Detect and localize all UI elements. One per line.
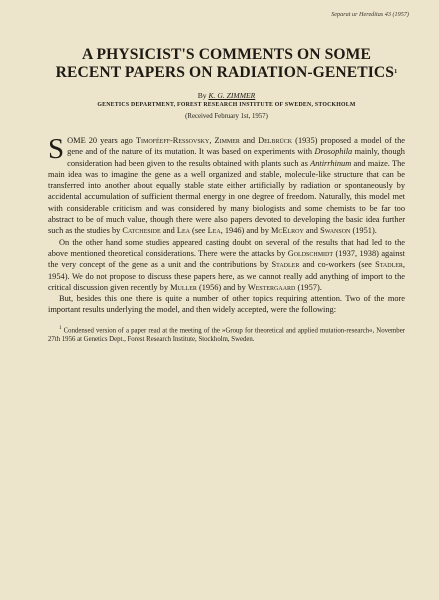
author-name: K. G. ZIMMER xyxy=(208,91,256,100)
byline xyxy=(48,91,405,100)
drop-cap: S xyxy=(48,133,65,165)
p1-text-b: , xyxy=(209,136,215,145)
p1-text-g: and xyxy=(160,226,177,236)
p1-text-c: and xyxy=(239,136,259,145)
paragraph-1 xyxy=(48,135,405,237)
paragraph-3: But, besides this one there is quite a number of other topics requiring attention. Two of the more important results underlying the model, and then widely accepted, were the following: xyxy=(48,294,405,315)
p2-text-e: (1956) and by xyxy=(196,282,248,292)
author-ref: Goldschmidt xyxy=(287,248,334,258)
author-ref: Stadler xyxy=(271,260,300,270)
species-name: Antirrhinum xyxy=(310,158,352,168)
p2-text-f: (1957). xyxy=(295,282,322,292)
author-ref: Muller xyxy=(170,282,197,292)
p1-text-e: mainly, though consideration had been given to the results obtained with plants such as xyxy=(67,147,405,168)
p1-text-f: and maize. The main idea was to imagine the gene as a well organized and stable, molecule-like structure that can be transferred into another about equally stable state either artificially by radiation or spontaneously by accidental accumulation of sufficient thermal energy in one degree of freedom. Naturally, this model met with considerable criticism and was considered by many biologists and some chemists to be far too abstract to be of much value, though there were also papers devoted to developing the basic idea further such as the studies by xyxy=(48,158,405,236)
p1-text-j: and xyxy=(303,226,321,236)
p1-text-a: OME 20 years ago xyxy=(67,136,136,145)
p1-text-h: (see xyxy=(189,226,208,236)
author-ref: Stadler xyxy=(375,260,403,270)
author-ref: Lea xyxy=(176,226,190,236)
article-body xyxy=(48,135,405,316)
author-ref: Delbrück xyxy=(258,136,293,145)
p1-text-d: (1935) proposed a model of the gene and of the nature of its mutation. It was based on experiments with xyxy=(67,136,405,157)
footnote-spacer xyxy=(48,316,405,320)
received-date: (Received February 1st, 1957) xyxy=(185,113,268,120)
footnote xyxy=(48,324,405,345)
p2-text-b: (1937, 1938) against the very concept of the gene as a unit and the contributions by xyxy=(48,248,405,270)
footnote-text: Condensed version of a paper read at the meeting of the »Group for theoretical and applied mutation-research«, November 27th 1956 at Genetics Dept., Forest Research Institute, Stockholm, Sweden. xyxy=(48,327,405,344)
p2-text-d: , 1954). We do not propose to discuss these papers here, as we cannot really add anything of import to the critical discussion given recently by xyxy=(48,260,405,292)
title-footnote-mark: 1 xyxy=(394,67,398,75)
author-ref: Westergaard xyxy=(247,282,296,292)
author-ref: Zimmer xyxy=(214,136,240,145)
author-ref: Swanson xyxy=(320,226,351,236)
p2-text-a: On the other hand some studies appeared casting doubt on several of the results that had led to the above mentioned theoretical considerations. There were the attacks by xyxy=(48,237,405,258)
footnote-mark: 1 xyxy=(59,325,62,331)
author-ref: Catcheside xyxy=(122,226,161,236)
p2-text-c: and co-workers (see xyxy=(299,260,376,270)
byline-prefix: By xyxy=(197,91,207,100)
species-name: Drosophila xyxy=(314,147,353,157)
author-ref: Lea xyxy=(207,226,221,236)
article-title-text: A PHYSICIST'S COMMENTS ON SOME RECENT PAPERS ON RADIATION-GENETICS xyxy=(55,46,395,81)
journal-reference: Separat ur Hereditas 43 (1957) xyxy=(331,11,409,18)
p1-text-k: (1951). xyxy=(350,226,377,236)
author-affiliation: GENETICS DEPARTMENT, FOREST RESEARCH INSTITUTE OF SWEDEN, STOCKHOLM xyxy=(97,102,356,108)
author-ref: McElroy xyxy=(270,226,304,236)
paragraph-2 xyxy=(48,237,405,293)
p1-text-i: , 1946) and by xyxy=(220,226,271,236)
author-ref: Timoféeff-Ressovsky xyxy=(135,136,210,145)
